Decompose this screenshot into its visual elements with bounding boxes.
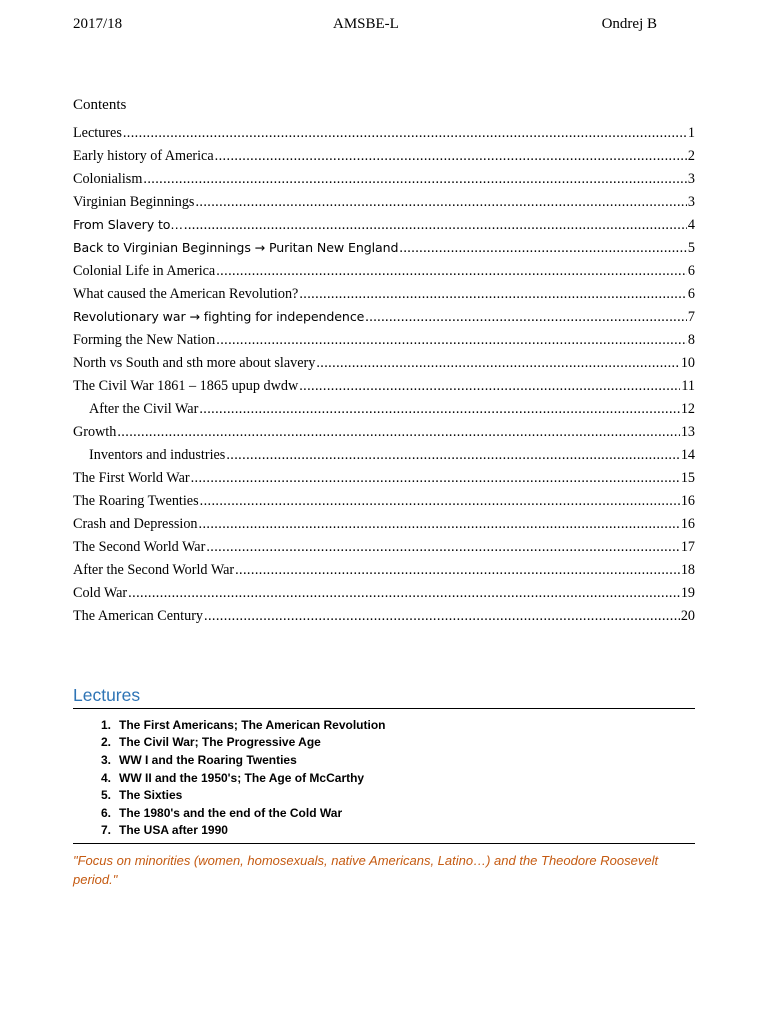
toc-entry-label: From Slavery to… [73, 217, 183, 232]
toc-entry-label: The Roaring Twenties [73, 493, 199, 509]
toc-entry-label: Growth [73, 424, 117, 440]
table-of-contents [73, 124, 695, 630]
toc-entry[interactable] [73, 308, 695, 331]
lecture-title: WW I and the Roaring Twenties [119, 752, 297, 767]
toc-entry-label: Virginian Beginnings [73, 194, 195, 210]
toc-dot-leader [316, 354, 679, 372]
lecture-title: The 1980's and the end of the Cold War [119, 805, 343, 820]
lecture-number: 2. [100, 735, 111, 750]
page-header [73, 16, 657, 36]
toc-entry-label: The American Century [73, 608, 204, 624]
toc-dot-leader [195, 193, 686, 211]
toc-entry[interactable] [73, 584, 695, 607]
toc-dot-leader [128, 584, 680, 602]
toc-entry-page: 4 [687, 217, 695, 233]
toc-entry[interactable] [73, 331, 695, 354]
lectures-heading: Lectures [73, 685, 695, 709]
toc-entry-label: The Second World War [73, 539, 206, 555]
toc-dot-leader [299, 377, 680, 395]
toc-entry[interactable] [73, 377, 695, 400]
toc-dot-leader [199, 515, 680, 533]
toc-entry[interactable] [73, 124, 695, 147]
toc-entry[interactable] [73, 538, 695, 561]
lecture-number: 4. [100, 770, 111, 785]
toc-entry[interactable] [73, 170, 695, 193]
header-course: AMSBE-L [333, 16, 399, 32]
lecture-item [73, 822, 695, 840]
lecture-number: 6. [100, 805, 111, 820]
header-year: 2017/18 [73, 16, 123, 32]
toc-title: Contents [73, 97, 127, 113]
toc-dot-leader [191, 469, 680, 487]
toc-entry[interactable] [73, 561, 695, 584]
toc-entry-label: Inventors and industries [89, 447, 226, 463]
lecture-number: 5. [100, 788, 111, 803]
toc-dot-leader [226, 446, 679, 464]
toc-entry-page: 1 [687, 125, 695, 141]
toc-entry[interactable] [73, 446, 695, 469]
toc-entry[interactable] [73, 354, 695, 377]
toc-dot-leader [216, 262, 687, 280]
header-author: Ondrej B [601, 16, 657, 32]
toc-entry-label: Crash and Depression [73, 516, 198, 532]
toc-entry[interactable] [73, 400, 695, 423]
focus-note: "Focus on minorities (women, homosexuals, native Americans, Latino…) and the Theodore Roosevelt period." [73, 853, 659, 887]
toc-entry-label: After the Civil War [89, 401, 199, 417]
toc-dot-leader [235, 561, 680, 579]
lecture-item [73, 804, 695, 822]
lecture-title: The USA after 1990 [119, 823, 228, 838]
toc-entry[interactable] [73, 262, 695, 285]
lecture-title: WW II and the 1950's; The Age of McCarthy [119, 770, 365, 785]
toc-entry-page: 3 [687, 171, 695, 187]
lecture-item [73, 716, 695, 734]
toc-dot-leader [215, 147, 687, 165]
toc-dot-leader [216, 331, 687, 349]
toc-entry-page: 12 [680, 401, 695, 417]
lecture-title: The First Americans; The American Revolution [119, 717, 386, 732]
toc-dot-leader [299, 285, 687, 303]
toc-entry-page: 16 [680, 493, 695, 509]
toc-entry-page: 16 [680, 516, 695, 532]
toc-entry-page: 17 [680, 539, 695, 555]
toc-entry-page: 15 [680, 470, 695, 486]
toc-entry-page: 20 [680, 608, 695, 624]
toc-dot-leader [117, 423, 679, 441]
lecture-number: 1. [100, 717, 111, 732]
toc-entry-label: North vs South and sth more about slavery [73, 355, 316, 371]
toc-entry-label: The Civil War 1861 – 1865 upup dwdw [73, 378, 299, 394]
toc-dot-leader [199, 400, 680, 418]
toc-entry-label: The First World War [73, 470, 190, 486]
lecture-title: The Civil War; The Progressive Age [119, 735, 321, 750]
toc-entry[interactable] [73, 423, 695, 446]
toc-entry[interactable] [73, 239, 695, 262]
toc-entry-label: Lectures [73, 125, 122, 141]
toc-dot-leader [204, 607, 680, 625]
toc-entry-page: 11 [681, 378, 695, 394]
toc-entry[interactable] [73, 147, 695, 170]
lecture-item [73, 786, 695, 804]
toc-entry[interactable] [73, 492, 695, 515]
lecture-item [73, 734, 695, 752]
toc-entry[interactable] [73, 469, 695, 492]
toc-entry[interactable] [73, 285, 695, 308]
toc-entry-page: 6 [687, 286, 695, 302]
toc-entry-page: 18 [680, 562, 695, 578]
toc-entry-label: What caused the American Revolution? [73, 286, 299, 302]
toc-entry-page: 14 [680, 447, 695, 463]
toc-entry-label: Forming the New Nation [73, 332, 216, 348]
lecture-item [73, 751, 695, 769]
toc-entry-page: 2 [687, 148, 695, 164]
toc-entry-page: 3 [687, 194, 695, 210]
toc-entry-page: 10 [680, 355, 695, 371]
toc-entry-page: 5 [687, 240, 695, 256]
toc-dot-leader [184, 216, 687, 234]
toc-entry-page: 8 [687, 332, 695, 348]
toc-dot-leader [365, 308, 687, 326]
toc-dot-leader [206, 538, 679, 556]
toc-entry-page: 6 [687, 263, 695, 279]
toc-entry-label: Back to Virginian Beginnings → Puritan New England [73, 240, 399, 255]
toc-entry[interactable] [73, 216, 695, 239]
toc-entry-label: Colonial Life in America [73, 263, 216, 279]
toc-dot-leader [200, 492, 680, 510]
lecture-list [73, 716, 695, 844]
lecture-number: 7. [100, 823, 111, 838]
toc-dot-leader [123, 124, 687, 142]
toc-entry[interactable] [73, 193, 695, 216]
toc-dot-leader [399, 239, 687, 257]
toc-entry-label: Early history of America [73, 148, 214, 164]
toc-entry-label: Revolutionary war → fighting for independence [73, 309, 365, 324]
toc-entry-label: Colonialism [73, 171, 143, 187]
toc-entry-label: Cold War [73, 585, 128, 601]
lecture-number: 3. [100, 752, 111, 767]
toc-entry-page: 13 [680, 424, 695, 440]
toc-entry-page: 7 [687, 309, 695, 325]
lecture-title: The Sixties [119, 788, 183, 803]
toc-entry[interactable] [73, 607, 695, 630]
toc-entry-page: 19 [680, 585, 695, 601]
toc-entry-label: After the Second World War [73, 562, 235, 578]
lecture-item [73, 769, 695, 787]
toc-entry[interactable] [73, 515, 695, 538]
toc-dot-leader [143, 170, 687, 188]
